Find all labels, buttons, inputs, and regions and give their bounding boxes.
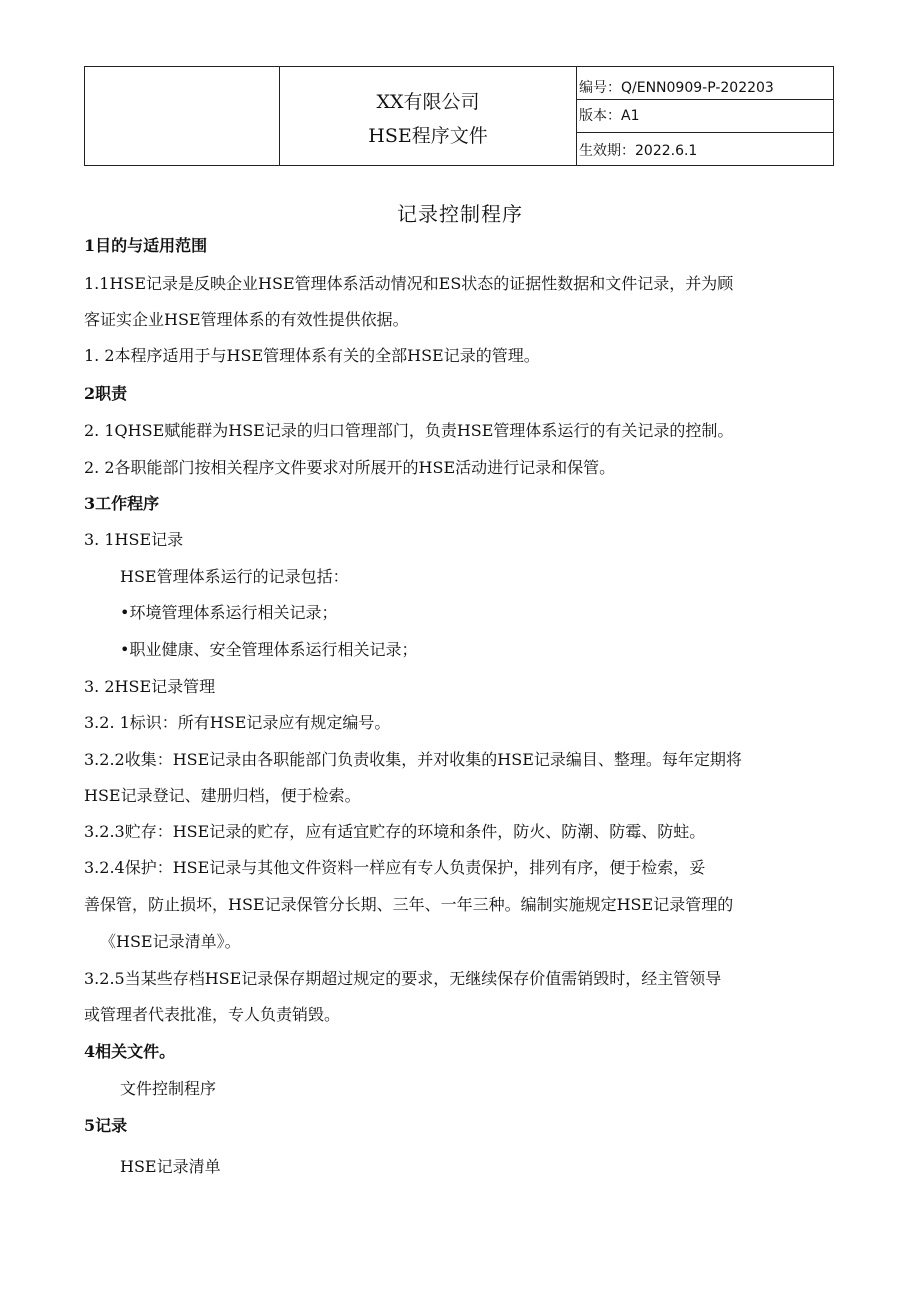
section-heading-2: 2职责 xyxy=(84,384,128,403)
meta-cell xyxy=(577,67,833,165)
related-document-item: 文件控制程序 xyxy=(120,1079,217,1098)
paragraph-3-2-3: 3.2.3贮存：HSE记录的贮存，应有适宜贮存的环境和条件，防火、防潮、防霉、防蛀。 xyxy=(84,822,706,841)
company-cell xyxy=(280,67,577,165)
record-item: HSE记录清单 xyxy=(120,1157,221,1176)
paragraph-3-2-2-line-1: 3.2.2收集：HSE记录由各职能部门负责收集，并对收集的HSE记录编目、整理。每年定期将 xyxy=(84,750,742,769)
paragraph-2-1: 2. 1QHSE赋能群为HSE记录的归口管理部门，负责HSE管理体系运行的有关记录的控制。 xyxy=(84,421,734,440)
paragraph-3-2-5-line-2: 或管理者代表批准，专人负责销毁。 xyxy=(84,1005,341,1024)
section-heading-3: 3工作程序 xyxy=(84,494,160,513)
paragraph-3-2: 3. 2HSE记录管理 xyxy=(84,677,216,696)
paragraph-3-1-intro: HSE管理体系运行的记录包括： xyxy=(120,567,349,586)
bullet-item-environment: •环境管理体系运行相关记录； xyxy=(120,603,338,622)
document-type: HSE程序文件 xyxy=(368,125,488,147)
paragraph-3-2-4-line-1: 3.2.4保护：HSE记录与其他文件资料一样应有专人负责保护，排列有序，便于检索，妥 xyxy=(84,858,706,877)
paragraph-1-1-line-2: 客证实企业HSE管理体系的有效性提供依据。 xyxy=(84,310,409,329)
document-code: 编号：Q/ENN0909-P-202203 xyxy=(577,67,833,100)
paragraph-3-1: 3. 1HSE记录 xyxy=(84,530,184,549)
document-version: 版本：A1 xyxy=(577,100,833,133)
section-heading-1: 1目的与适用范围 xyxy=(84,236,208,255)
paragraph-2-2: 2. 2各职能部门按相关程序文件要求对所展开的HSE活动进行记录和保管。 xyxy=(84,458,616,477)
page-title: 记录控制程序 xyxy=(397,202,523,226)
company-name: XX有限公司 xyxy=(376,91,480,113)
effective-date: 生效期：2022.6.1 xyxy=(579,143,698,159)
section-heading-5: 5记录 xyxy=(84,1116,128,1135)
logo-cell xyxy=(85,67,280,165)
paragraph-1-2: 1. 2本程序适用于与HSE管理体系有关的全部HSE记录的管理。 xyxy=(84,346,540,365)
paragraph-1-1-line-1: 1.1HSE记录是反映企业HSE管理体系活动情况和ES状态的证据性数据和文件记录，并为顾 xyxy=(84,274,734,293)
paragraph-3-2-1: 3.2. 1标识：所有HSE记录应有规定编号。 xyxy=(84,713,391,732)
document-header-table xyxy=(84,66,834,166)
paragraph-3-2-4-line-3: 《HSE记录清单》。 xyxy=(100,932,241,951)
paragraph-3-2-4-line-2: 善保管，防止损坏，HSE记录保管分长期、三年、一年三种。编制实施规定HSE记录管理的 xyxy=(84,895,734,914)
paragraph-3-2-5-line-1: 3.2.5当某些存档HSE记录保存期超过规定的要求，无继续保存价值需销毁时，经主管领导 xyxy=(84,969,722,988)
bullet-item-health-safety: •职业健康、安全管理体系运行相关记录； xyxy=(120,640,418,659)
paragraph-3-2-2-line-2: HSE记录登记、建册归档，便于检索。 xyxy=(84,786,361,805)
section-heading-4: 4相关文件。 xyxy=(84,1042,176,1061)
